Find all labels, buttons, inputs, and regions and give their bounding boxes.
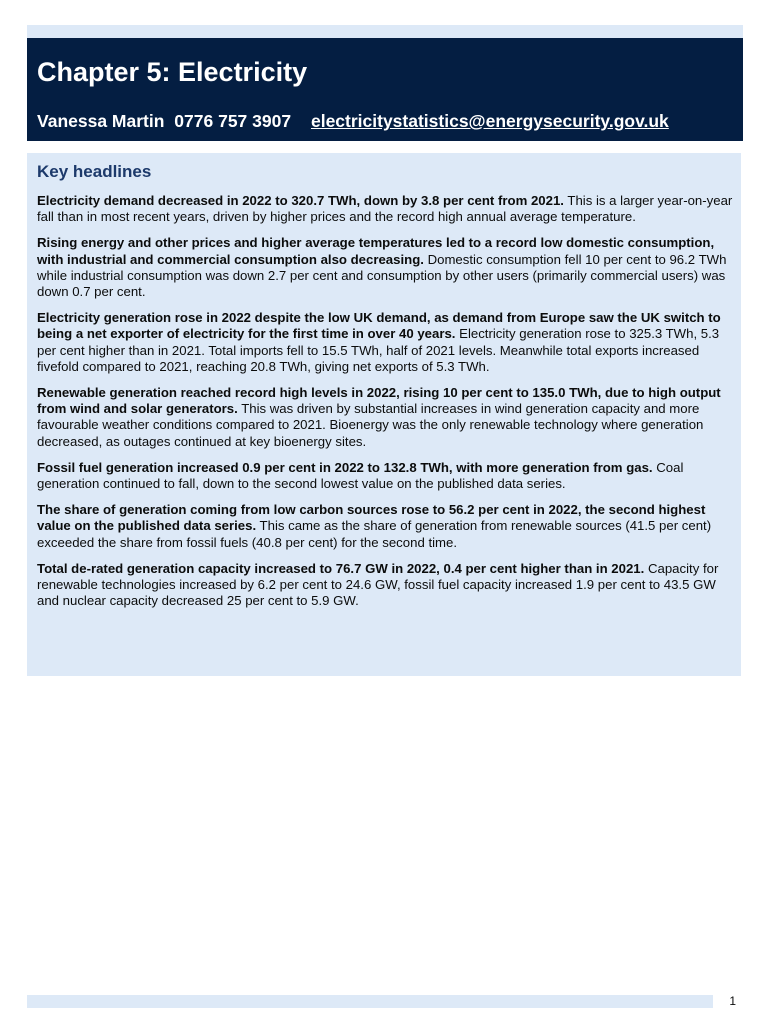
headline-body: Coal generation continued to fall, down to the second lowest value on the published data series. [37,459,684,492]
headline-lead: Total de-rated generation capacity increased to 76.7 GW in 2022, 0.4 per cent higher than in 2021. [37,560,645,576]
headline-domestic-consumption [37,235,733,300]
contact-name: Vanessa Martin [37,111,165,131]
headline-body: Electricity generation rose to 325.3 TWh, 5.3 per cent higher than in 2021. Total imports fell to 15.5 TWh, half of 2021 levels. Meanwhile total exports increased fivefold compared to 2021, reaching 20.8 TWh, giving net exports of 5.3 TWh. [37,326,720,374]
page-number: 1 [729,994,736,1008]
contact-line [37,109,669,133]
headline-lead: Electricity demand decreased in 2022 to 320.7 TWh, down by 3.8 per cent from 2021. [37,193,564,208]
chapter-title: Chapter 5: Electricity [37,57,308,87]
headline-low-carbon-share [37,502,733,551]
contact-email-link[interactable]: electricitystatistics@energysecurity.gov.uk [310,111,669,131]
headline-lead: Rising energy and other prices and higher average temperatures led to a record low domestic consumption, with industrial and commercial consumption also decreasing. [37,235,715,267]
headline-body: Domestic consumption fell 10 per cent to 96.2 TWh while industrial consumption was down 2.7 per cent and consumption by other users (primarily commercial users) was down 0.7 per cent. [37,251,727,300]
chapter-banner [27,38,743,141]
headline-lead: The share of generation coming from low carbon sources rose to 56.2 per cent in 2022, the second highest value on the published data series. [37,502,706,534]
contact-phone: 0776 757 3907 [174,111,292,131]
headline-renewable-generation [37,385,733,450]
headline-demand [37,193,733,225]
headline-lead: Renewable generation reached record high levels in 2022, rising 10 per cent to 135.0 TWh, due to high output from wind and solar generators. [37,385,721,417]
headline-lead: Fossil fuel generation increased 0.9 per cent in 2022 to 132.8 TWh, with more generation from gas. [37,459,653,475]
headline-lead: Electricity generation rose in 2022 despite the low UK demand, as demand from Europe saw the UK switch to being a net exporter of electricity for the first time in over 40 years. [37,310,721,342]
key-headlines-heading: Key headlines [37,162,152,181]
headline-body: This came as the share of generation from renewable sources (41.5 per cent) exceeded the share from fossil fuels (40.8 per cent) for the second time. [37,518,712,550]
footer-bar [27,995,713,1008]
key-headlines-panel [27,153,741,676]
headline-body: This was driven by substantial increases in wind generation capacity and more favourable weather conditions compared to 2021. Bioenergy was the only renewable technology where generation decreased, as outages continued at key bioenergy sites. [37,401,704,449]
headline-body: Capacity for renewable technologies increased by 6.2 per cent to 24.6 GW, fossil fuel capacity increased 1.9 per cent to 43.5 GW and nuclear capacity decreased 25 per cent to 5.9 GW. [37,560,719,609]
headline-fossil-fuel-generation [37,460,733,492]
headline-list [37,193,733,619]
headline-body: This is a larger year-on-year fall than in most recent years, driven by higher prices and the record high annual average temperature. [37,193,733,225]
top-accent-strip [27,25,743,38]
headline-capacity [37,561,733,610]
headline-generation-exports [37,310,733,375]
